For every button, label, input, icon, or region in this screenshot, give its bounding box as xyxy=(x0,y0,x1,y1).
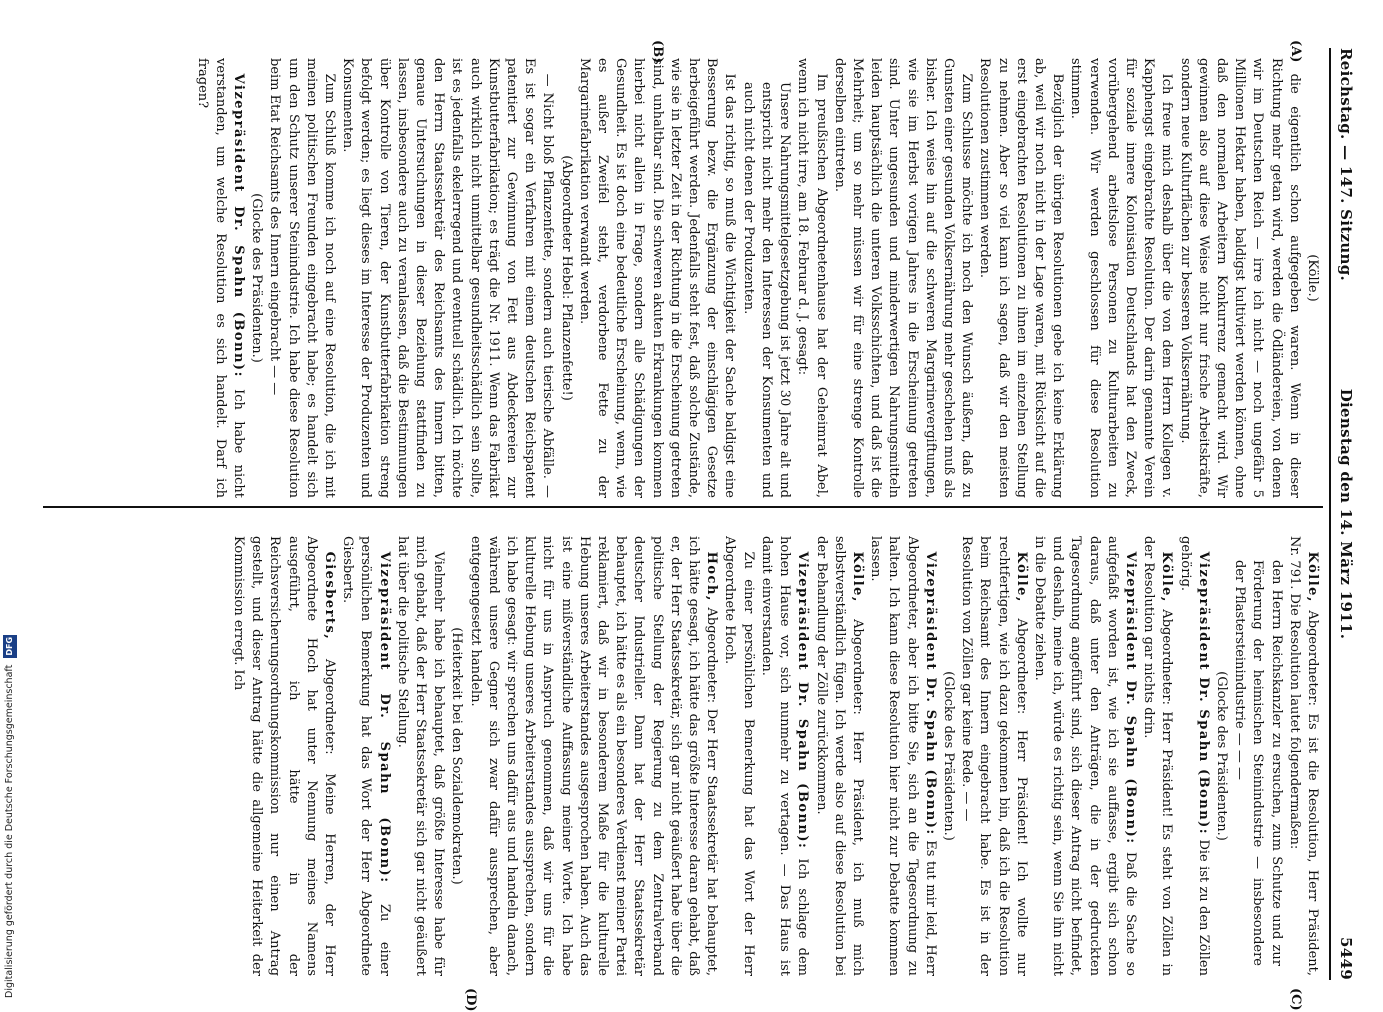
stage-direction xyxy=(556,58,574,498)
paragraph-text: Zu einer persönlichen Bemerkung hat das Wort der Herr Abgeordnete Giesberts. xyxy=(340,536,392,976)
header-rule xyxy=(1329,48,1331,980)
paragraph-text: den Herrn Reichskanzler zu ersuchen, zum Schutze und zur Förderung der heimischen Steinindustrie — insbesondere der Pflastersteinindustrie — — — xyxy=(1232,560,1284,966)
paragraph-text: (Glocke des Präsidenten.) xyxy=(249,193,265,363)
paragraph-text: (Glocke des Präsidenten.) xyxy=(940,671,956,841)
paragraph-text: Zum Schluß komme ich noch auf eine Resolution, die ich mit meinen politischen Freunden eingebracht habe; es handelt sich um den Schutz unserer Steinindustrie. Ich habe diese Resolution beim Etat Reichsamts des Innern eingebracht — — xyxy=(267,58,338,498)
quoted-text xyxy=(1230,536,1285,976)
paragraph-text: Abgeordneter: Herr Präsident, ich muß mich selbstverständlich fügen. Ich werde also auf diese Resolution bei der Behandlung der Zölle zurückkommen. xyxy=(813,536,865,976)
paragraph xyxy=(1175,536,1211,976)
margin-marker-d: (D) xyxy=(463,988,478,1012)
paragraph-text: (Heiterkeit bei den Sozialdemokraten.) xyxy=(449,627,465,885)
speaker-name: Vizepräsident Dr. Spahn (Bonn): xyxy=(376,551,392,884)
paragraph-text: Ich schlage dem hohen Hause vor, sich nunmehr zu vertagen. — Das Haus ist damit einverstanden. xyxy=(758,536,811,976)
speaker-name: Kölle, xyxy=(1305,551,1320,603)
paragraph xyxy=(720,536,756,976)
paragraph-text: Abgeordneter: Der Herr Staatssekretär hat behauptet, ich hätte gesagt, ich hätte das größte Interesse daran gehabt, daß er, der Herr Staatssekretär, sich gar nicht geäußert habe über die politische Stellung der Regierung zu dem Zentralverband deutscher Industrieller. Dann hat der Herr Staatssekretär behauptet, ich hätte es als ein besonderes Verdienst meiner Partei reklamiert, daß wir in besonderem Maße für die kulturelle Hebung unseres Arbeiterstandes ausgesprochen haben. Auch das ist eine mißverständliche Auffassung meiner Worte. Ich habe nicht für uns in Anspruch genommen, daß wir uns für die kulturelle Hebung unseres Arbeiterstandes aussprechen, sondern ich habe gesagt: wir sprechen uns dafür aus und handeln danach, während unsere Gegner sich zwar dafür aussprechen, aber entgegengesetzt handeln. xyxy=(467,536,720,976)
stage-direction xyxy=(939,536,957,976)
speaker-name: Kölle, xyxy=(1013,551,1029,603)
paragraph xyxy=(1175,58,1302,498)
paragraph xyxy=(757,536,812,976)
stage-direction xyxy=(1212,536,1230,976)
paragraph-text: die eigentlich schon aufgegeben waren. Wenn in dieser Richtung mehr getan wird, werden die Ödländereien, von denen wir im Deutschen Reich — irre ich nicht — noch ungefähr 5 Millionen Hektar haben, baldigst kultiviert werden können, ohne daß den normalen Arbeitern Konkurrenz gemacht wird. Wir gewinnen also auf diese Weise nicht nur frische Arbeitskräfte, sondern neue Kulturflächen zur besseren Volksernährung. xyxy=(1177,58,1302,498)
paragraph-text: Ich habe nicht verstanden, um welche Resolution es sich handelt. Darf ich fragen? xyxy=(194,58,247,498)
paragraph xyxy=(866,536,939,976)
margin-marker-c: (C) xyxy=(1288,988,1303,1011)
speaker-name: Kölle, xyxy=(849,551,865,603)
paragraph xyxy=(811,536,866,976)
paragraph xyxy=(1030,536,1139,976)
speaker-name: Hoch, xyxy=(704,551,720,602)
paragraph-text: Abgeordneter: Meine Herren, der Herr Abgeordnete Hoch hat unter Nennung meines Namens ausgeführt, ich hätte in der Reichsversicherungsordnungskommission nur einen Antrag gestellt, und dieser Antrag hätte die allgemeine Heiterkeit der Kommission erregt. Ich xyxy=(231,536,338,976)
running-header-left: Reichstag. — 147. Sitzung. xyxy=(1337,48,1355,282)
stage-direction xyxy=(247,58,265,498)
paragraph-text: Abgeordneter: Herr Präsident! Ich wollte nur rechtfertigen, wie ich dazu gekommen bin, daß ich die Resolution beim Reichsamt des Innern eingebracht habe. Es ist in der Resolution von Zöllen gar keine Rede. — — xyxy=(959,536,1029,976)
speaker-name: Kölle, xyxy=(1159,551,1175,603)
paragraph-text: Die ist zu den Zöllen gehörig. xyxy=(1177,536,1211,976)
paragraph-text: Im preußischen Abgeordnetenhause hat der Geheimrat Abel, wenn ich nicht irre, am 18. Februar d. J. gesagt: xyxy=(795,58,829,498)
paragraph-text: Zu einer persönlichen Bemerkung hat das Wort der Herr Abgeordnete Hoch. xyxy=(722,536,756,976)
paragraph xyxy=(192,58,247,498)
speaker-name: Vizepräsident Dr. Spahn (Bonn): xyxy=(231,73,247,378)
speaker-name: Vizepräsident Dr. Spahn (Bonn): xyxy=(795,551,811,850)
paragraph-text: Vielmehr habe ich behauptet, daß größte Interesse habe für mich gehabt, daß der Herr Staatssekretär sich gar nicht geäußert hat über die politische Stellung. xyxy=(394,536,447,976)
paragraph-text: (Glocke des Präsidenten.) xyxy=(1213,671,1229,841)
paragraph-text: Abgeordneter: Herr Präsident! Es steht von Zöllen in der Resolution gar nichts drin. xyxy=(1141,536,1175,976)
margin-marker-b: (B) xyxy=(650,40,665,64)
paragraph-text: (Abgeordneter Hebel: Pflanzenfette!) xyxy=(558,155,574,401)
paragraph xyxy=(465,536,720,976)
paragraph xyxy=(957,536,1030,976)
paragraph xyxy=(1139,536,1175,976)
paragraph xyxy=(793,58,829,498)
paragraph-text: Ist das richtig, so muß die Wichtigkeit der Sache baldigst eine Besserung bezw. die Ergänzung der einschlägigen Gesetze herbeigeführt werden. Jedenfalls steht fest, daß solche Zustände, wie sie in letzter Zeit in der Richtung in die Erscheinung getreten sind, unhaltbar sind. Die schweren akuten Erkrankungen kommen hierbei nicht allein in Frage, sondern alle Schädigungen der Gesundheit. Es ist doch eine bedeutliche Erscheinung, wenn, wie es außer Zweifel steht, verdorbene Fette zu der Margarinefabrikation verwandt werden. xyxy=(576,58,738,498)
paragraph xyxy=(229,536,338,976)
left-column xyxy=(46,58,1321,498)
right-column xyxy=(46,536,1321,976)
paragraph xyxy=(338,58,556,498)
paragraph-text: (Kölle.) xyxy=(1305,254,1320,302)
paragraph xyxy=(265,58,338,498)
speaker-name: Giesberts, xyxy=(322,551,338,641)
paragraph xyxy=(1066,58,1175,498)
page-number: 5449 xyxy=(1337,937,1355,980)
paragraph-text: Unsere Nahrungsmittelgesetzgebung ist jetzt 30 Jahre alt und entspricht nicht mehr den Interessen der Konsumenten und auch nicht denen der Produzenten. xyxy=(740,82,793,498)
paragraph xyxy=(338,536,393,976)
paragraph xyxy=(393,536,448,976)
digitization-credit xyxy=(3,598,17,998)
paragraph-text: Zum Schlusse möchte ich noch den Wunsch äußern, daß zu Gunsten einer gesunden Volksernährung mehr geschehen muß als bisher. Ich weise hin auf die schweren Margarinevergiftungen, wie sie im Herbst vorigen Jahres in die Erscheinung getreten sind. Unter ungesunden und minderwertigen Nahrungsmitteln leiden hauptsächlich die unteren Volksschichten, und daß ist die Mehrheit; um so mehr müssen wir für eine strenge Kontrolle derselben eintreten. xyxy=(831,58,975,498)
paragraph xyxy=(830,58,976,498)
paragraph xyxy=(1285,536,1321,976)
paragraph xyxy=(575,58,739,498)
paragraph-text: Bezüglich der übrigen Resolutionen gebe ich keine Erklärung ab, weil wir noch nicht in der Lage waren, mit Rücksicht auf die erst eingebrachten Resolutionen zu ihnen im einzelnen Stellung zu nehmen. Aber so viel kann ich sagen, daß wir den meisten Resolutionen zustimmen werden. xyxy=(977,58,1066,498)
paragraph-text: Es tut mir leid, Herr Abgeordneter, aber ich bitte Sie, sich an die Tagesordnung zu halten. Ich kann diese Resolution hier nicht zur Debatte kommen lassen. xyxy=(868,536,938,976)
quoted-text xyxy=(739,58,794,498)
speaker-name: Vizepräsident Dr. Spahn (Bonn): xyxy=(1122,551,1138,845)
margin-marker-a: (A) xyxy=(1288,40,1303,63)
speaker-name: Vizepräsident Dr. Spahn (Bonn): xyxy=(1195,551,1211,836)
paragraph-text: Daß die Sache so aufgefaßt worden ist, wie ich sie auffasse, ergibt sich schon daraus, daß unter den Anträgen, die in der gedruckten Tagesordnung angeführt sind, sich dieser Antrag nicht befindet, und deshalb, meine ich, würde es richtig sein, wenn Sie ihn nicht in die Debatte ziehen. xyxy=(1031,536,1138,976)
credit-text: Digitalisierung gefördert durch die Deutsche Forschungsgemeinschaft xyxy=(4,664,15,998)
paragraph-text: — Nicht bloß Pflanzenfette, sondern auch tierische Abfälle. — Es ist sogar ein Verfahren mit einem deutschen Reichspatent patentiert zur Gewinnung von Fett aus Abdeckereien zur Kunstbutterfabrikation; es trägt die Nr. 1911. Wenn das Fabrikat auch wirklich nicht unmittelbar gesundheitsschädlich sein sollte, ist es jedenfalls ekelerregend und eventuell schädlich. Ich möchte den Herrn Staatssekretär des Reichsamts des Innern bitten, genaue Untersuchungen in dieser Beziehung stattfinden zu lassen, insbesondere auch zu veranlassen, daß die Bestimmungen über Kontrolle von Tieren, der Kunstbutterfabrikation streng befolgt werden; es liegt dieses im Interesse der Produzenten und Konsumenten. xyxy=(340,58,556,498)
dfg-logo-icon: DFG xyxy=(3,635,17,658)
running-header-date: Dienstag den 14. März 1911. xyxy=(1337,388,1355,640)
paragraph xyxy=(975,58,1066,498)
page-header xyxy=(1333,48,1357,980)
stage-direction xyxy=(1303,58,1321,498)
paragraph-text: Ich freue mich deshalb über die von dem Herrn Kollegen v. Kapphengst eingebrachte Resolution. Der darin genannte Verein für soziale innere Kolonisation Deutschlands hat den Zweck, vorübergehend arbeitslose Personen zu Kulturarbeiten zu verwenden. Wir werden geschlossen für diese Resolution stimmen. xyxy=(1068,58,1175,498)
stage-direction xyxy=(447,536,465,976)
paragraph-text: Abgeordneter: Es ist die Resolution, Herr Präsident, Nr. 791. Die Resolution lautet folgendermaßen: xyxy=(1286,536,1320,976)
speaker-name: Vizepräsident Dr. Spahn (Bonn): xyxy=(922,551,938,836)
column-divider xyxy=(43,506,1323,508)
